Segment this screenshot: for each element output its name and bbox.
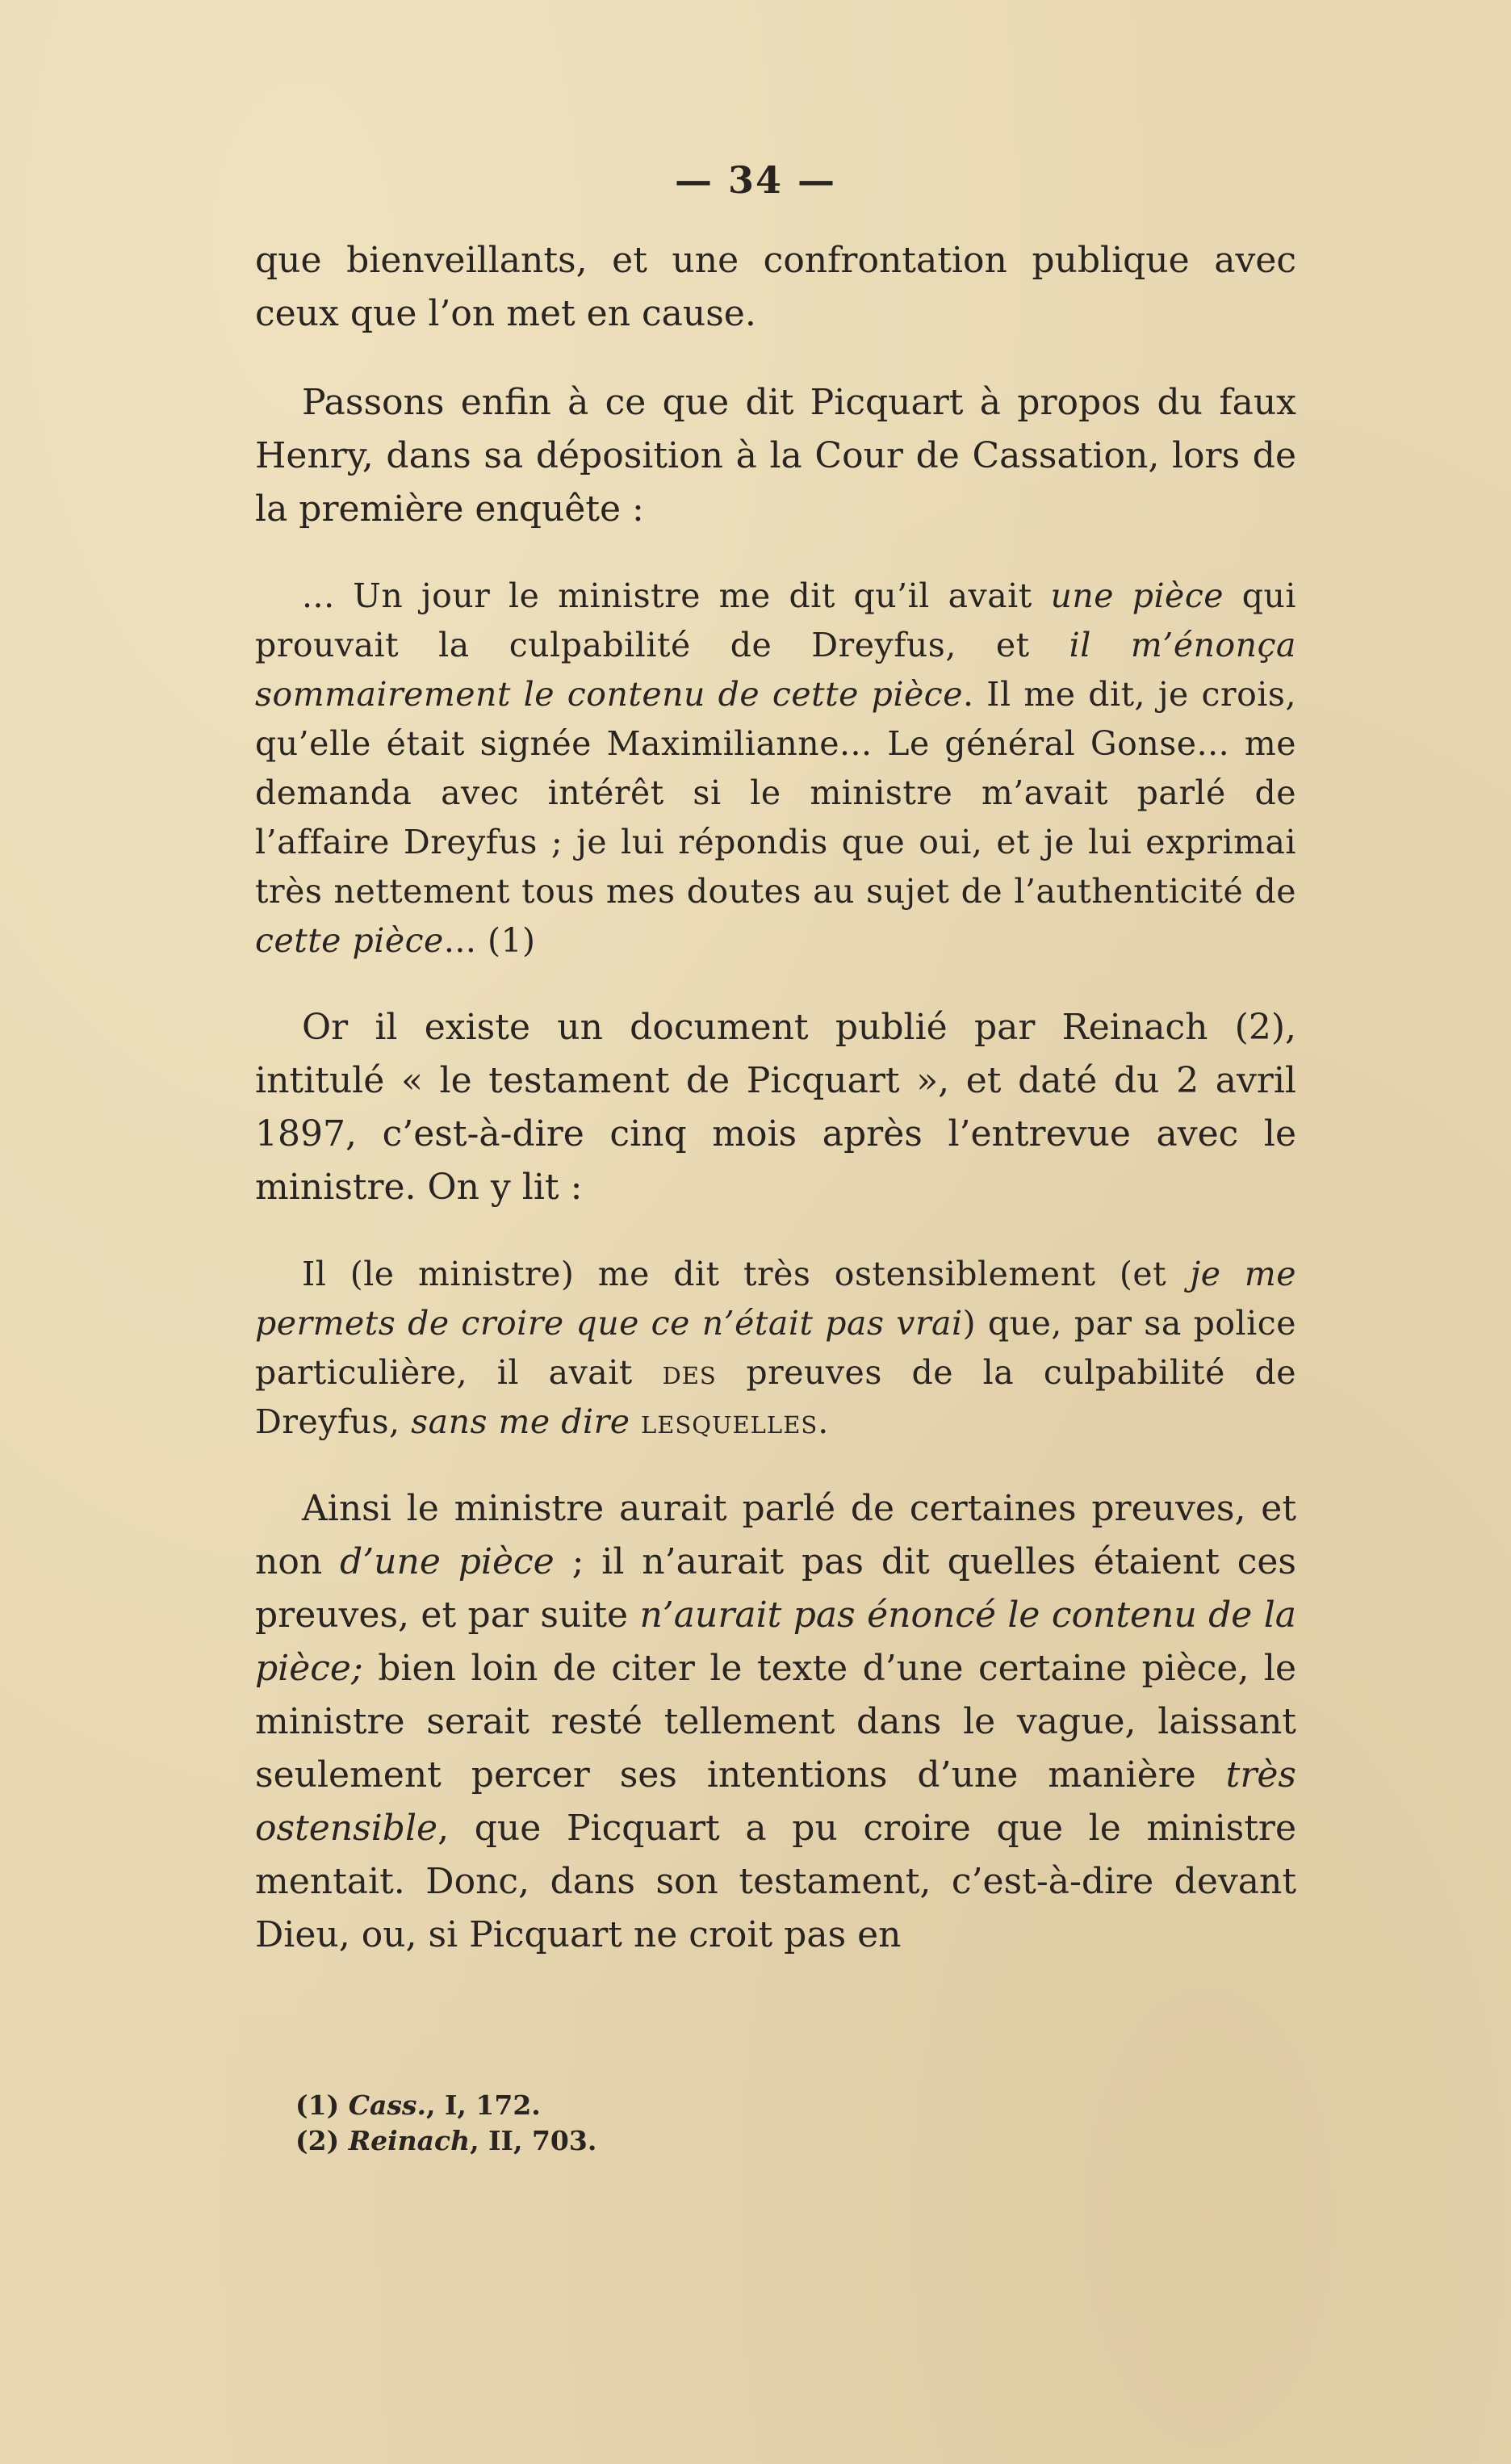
footnote: (1) Cass., I, 172. <box>295 2089 541 2121</box>
footnote: (2) Reinach, II, 703. <box>295 2125 597 2156</box>
paragraph-analysis: Ainsi le ministre aurait parlé de certaines preuves, et non d’une pièce ; il n’aurait pas dit quelles étaient ces preuves, et par suite n’aurait pas énoncé le contenu de la pièce; bien loin de citer le texte d’une certaine pièce, le ministre serait resté tellement dans le vague, laissant seulement percer ses intentions d’une manière très ostensible, que Picquart a pu croire que le ministre mentait. Donc, dans son testament, c’est-à-dire devant Dieu, ou, si Picquart ne croit pas en <box>255 1488 1297 1955</box>
quote-testament: Il (le ministre) me dit très ostensiblement (et je me permets de croire que ce n’était pas vrai) que, par sa police particulière, il avait des preuves de la culpabilité de Dreyfus, sans me dire lesquelles. <box>255 1255 1297 1441</box>
paragraph-continuation: que bienveillants, et une confrontation publique avec ceux que l’on met en cause. <box>255 240 1296 334</box>
page-number: — 34 — <box>674 158 837 202</box>
page-body <box>255 234 1296 1962</box>
paragraph-picquart-intro: Passons enfin à ce que dit Picquart à propos du faux Henry, dans sa déposition à la Cour de Cassation, lors de la première enquête : <box>255 382 1296 530</box>
footnotes <box>295 2088 596 2159</box>
paragraph-reinach-document: Or il existe un document publié par Reinach (2), intitulé « le testament de Picquart », et daté du 2 avril 1897, c’est-à-dire cinq mois après l’entrevue avec le ministre. On y lit : <box>255 1007 1296 1208</box>
quote-deposition: ... Un jour le ministre me dit qu’il avait une pièce qui prouvait la culpabilité de Dreyfus, et il m’énonça sommairement le contenu de cette pièce. Il me dit, je crois, qu’elle était signée Maximilianne... Le général Gonse... me demanda avec intérêt si le ministre m’avait parlé de l’affaire Dreyfus ; je lui répondis que oui, et je lui exprimai très nettement tous mes doutes au sujet de l’authenticité de cette pièce... (1) <box>255 576 1297 960</box>
